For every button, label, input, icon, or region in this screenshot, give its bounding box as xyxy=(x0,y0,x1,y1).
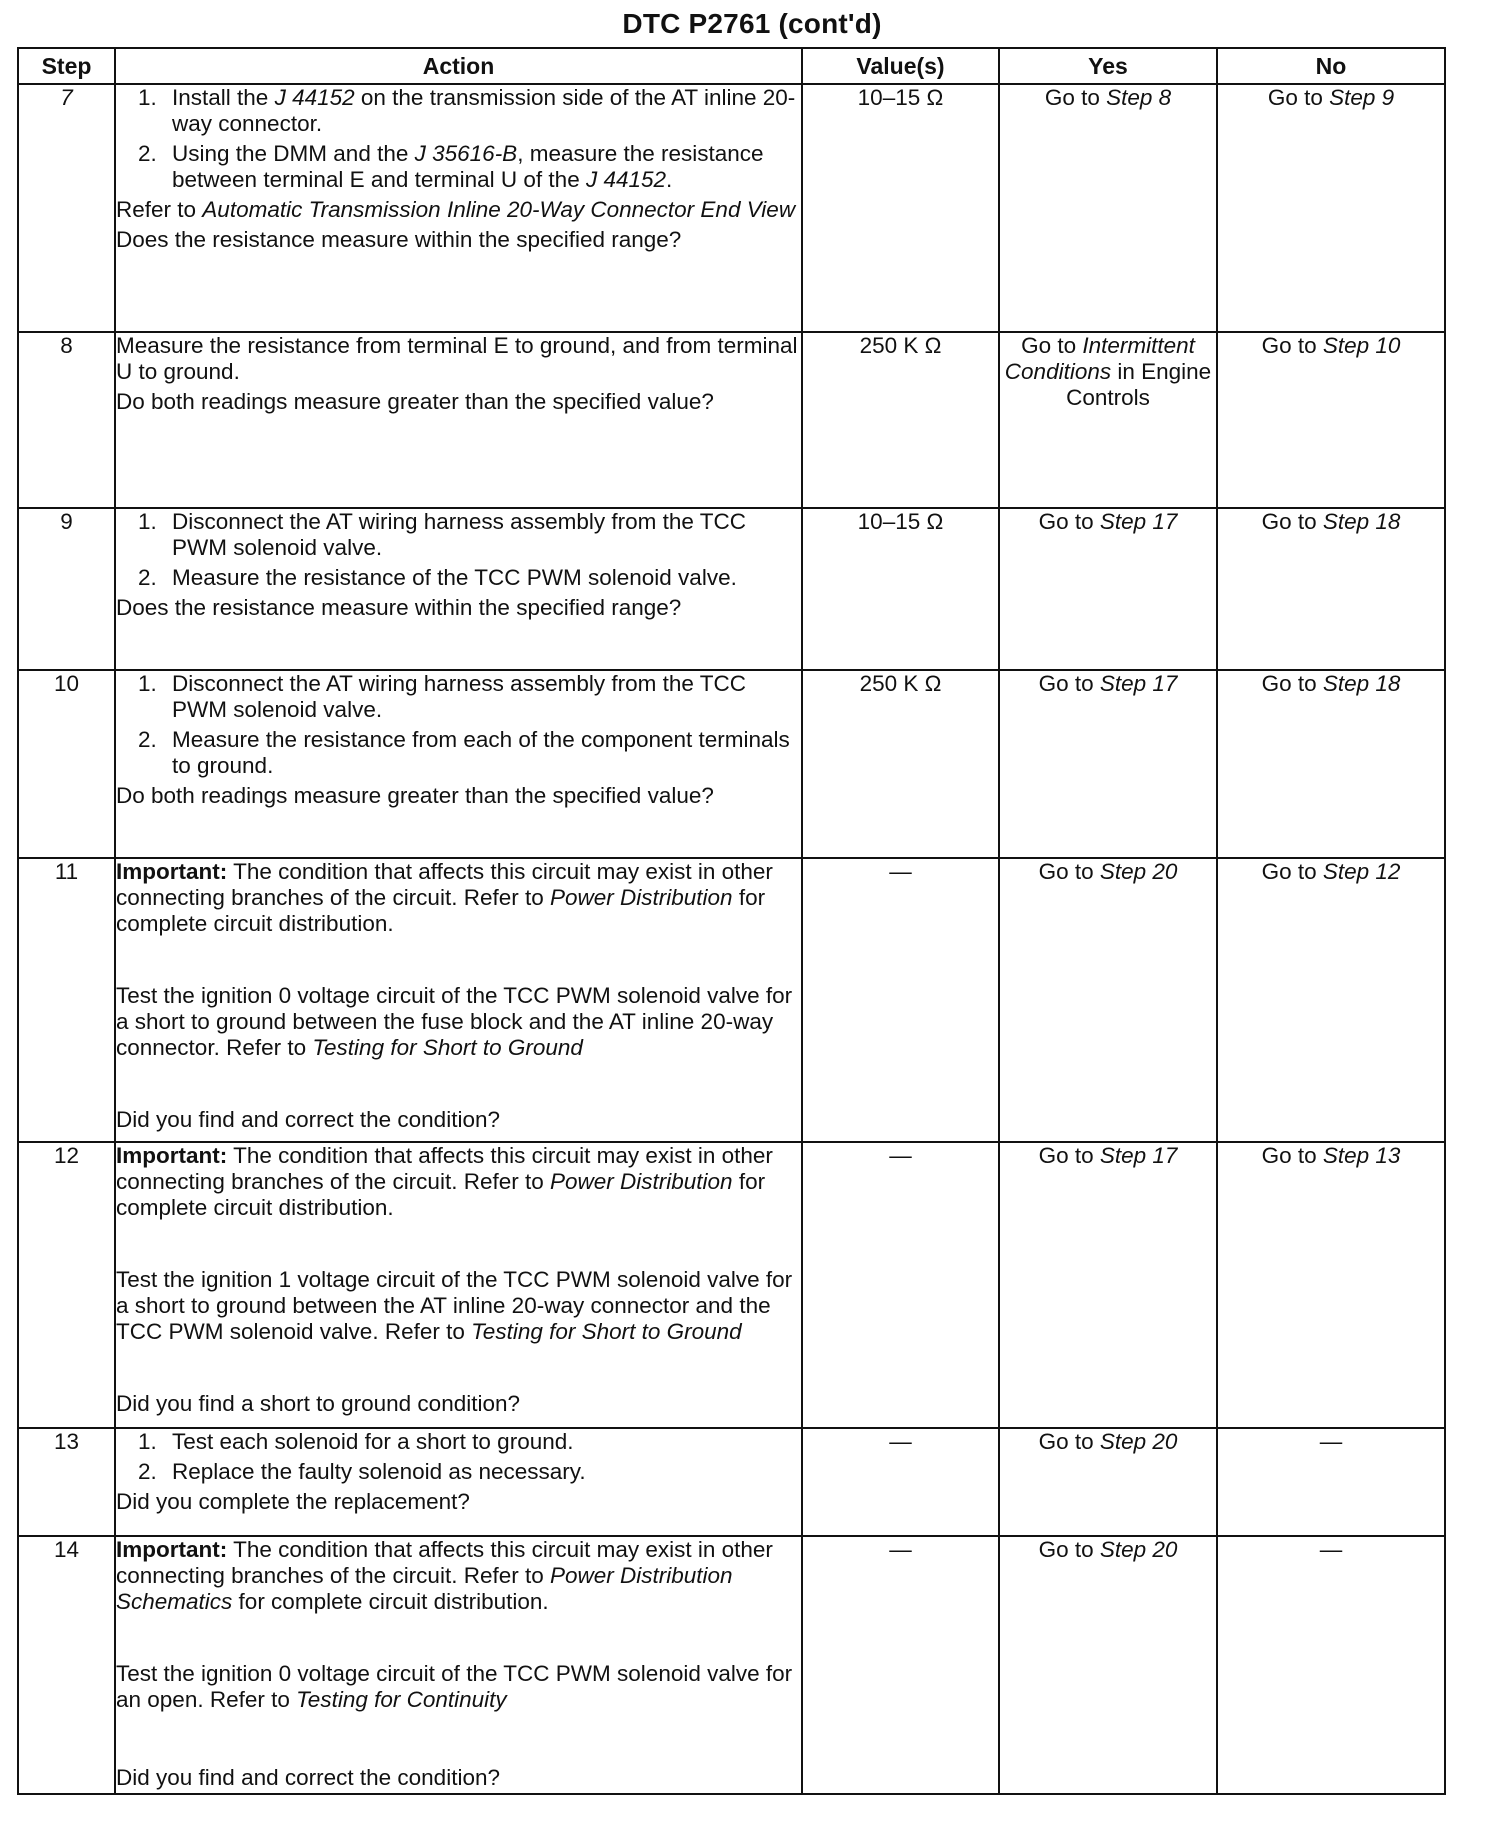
value-cell: — xyxy=(802,1142,999,1428)
action-cell xyxy=(115,508,802,670)
step-number: 7 xyxy=(18,84,115,332)
yes-cell: Go to Step 8 xyxy=(999,84,1217,332)
action-cell xyxy=(115,1536,802,1794)
question: Did you find and correct the condition? xyxy=(116,1107,500,1132)
question: Does the resistance measure within the specified range? xyxy=(116,595,682,620)
action-cell xyxy=(115,1428,802,1536)
no-cell: Go to Step 18 xyxy=(1217,670,1445,858)
important-note: Important: The condition that affects this circuit may exist in other connecting branches of the circuit. Refer to Power Distribution Schematics for complete circuit distribution. xyxy=(116,1537,773,1614)
question: Did you find a short to ground condition? xyxy=(116,1391,521,1416)
no-cell: Go to Step 10 xyxy=(1217,332,1445,508)
table-header-row xyxy=(18,48,1445,84)
important-note: Important: The condition that affects this circuit may exist in other connecting branches of the circuit. Refer to Power Distribution for complete circuit distribution. xyxy=(116,1143,773,1220)
action-cell xyxy=(115,670,802,858)
reference-text: Refer to Automatic Transmission Inline 20-Way Connector End View xyxy=(116,197,796,222)
step-number: 14 xyxy=(18,1536,115,1794)
value-cell: 10–15 Ω xyxy=(802,84,999,332)
table-row xyxy=(18,858,1445,1142)
step-number: 11 xyxy=(18,858,115,1142)
list-item: 1. Install the J 44152 on the transmission side of the AT inline 20-way connector. xyxy=(138,85,796,136)
question: Did you find and correct the condition? xyxy=(116,1765,500,1790)
table-row xyxy=(18,332,1445,508)
header-yes: Yes xyxy=(999,48,1217,84)
no-cell: Go to Step 18 xyxy=(1217,508,1445,670)
table-row xyxy=(18,670,1445,858)
no-cell: Go to Step 9 xyxy=(1217,84,1445,332)
header-no: No xyxy=(1217,48,1445,84)
table-row xyxy=(18,1142,1445,1428)
step-number: 9 xyxy=(18,508,115,670)
reference-link: Automatic Transmission Inline 20-Way Connector End View xyxy=(202,197,796,222)
step-number: 8 xyxy=(18,332,115,508)
step-number: 10 xyxy=(18,670,115,858)
yes-cell: Go to Step 17 xyxy=(999,1142,1217,1428)
list-item: 1. Disconnect the AT wiring harness assembly from the TCC PWM solenoid valve. xyxy=(138,509,746,560)
action-cell xyxy=(115,332,802,508)
yes-cell: Go to Step 20 xyxy=(999,1428,1217,1536)
header-values: Value(s) xyxy=(802,48,999,84)
value-cell: 250 K Ω xyxy=(802,332,999,508)
yes-cell: Go to Step 20 xyxy=(999,858,1217,1142)
test-instruction: Test the ignition 0 voltage circuit of the TCC PWM solenoid valve for an open. Refer to Testing for Continuity xyxy=(116,1661,793,1712)
action-cell xyxy=(115,84,802,332)
list-item: 1. Disconnect the AT wiring harness assembly from the TCC PWM solenoid valve. xyxy=(138,671,746,722)
table-row xyxy=(18,1536,1445,1794)
table-row xyxy=(18,508,1445,670)
question: Does the resistance measure within the specified range? xyxy=(116,227,682,252)
table-row xyxy=(18,1428,1445,1536)
yes-cell: Go to Step 20 xyxy=(999,1536,1217,1794)
step-number: 13 xyxy=(18,1428,115,1536)
diagnostic-table xyxy=(17,47,1446,1795)
list-item: 2. Measure the resistance from each of the component terminals to ground. xyxy=(138,727,790,778)
value-cell: — xyxy=(802,858,999,1142)
no-cell: Go to Step 13 xyxy=(1217,1142,1445,1428)
list-item: 2. Measure the resistance of the TCC PWM solenoid valve. xyxy=(138,565,737,590)
page-title: DTC P2761 (cont'd) xyxy=(622,8,882,39)
yes-cell: Go to Intermittent Conditions in Engine Controls xyxy=(999,332,1217,508)
list-item: 2. Replace the faulty solenoid as necessary. xyxy=(138,1459,586,1484)
test-instruction: Test the ignition 1 voltage circuit of the TCC PWM solenoid valve for a short to ground between the AT inline 20-way connector and the TCC PWM solenoid valve. Refer to Testing for Short to Ground xyxy=(116,1267,793,1344)
action-text: Measure the resistance from terminal E to ground, and from terminal U to ground. xyxy=(116,333,798,384)
no-cell: — xyxy=(1217,1536,1445,1794)
header-action: Action xyxy=(115,48,802,84)
test-instruction: Test the ignition 0 voltage circuit of the TCC PWM solenoid valve for a short to ground between the fuse block and the AT inline 20-way connector. Refer to Testing for Short to Ground xyxy=(116,983,793,1060)
yes-cell: Go to Step 17 xyxy=(999,670,1217,858)
action-cell xyxy=(115,858,802,1142)
header-step: Step xyxy=(18,48,115,84)
value-cell: — xyxy=(802,1536,999,1794)
table-row xyxy=(18,84,1445,332)
yes-cell: Go to Step 17 xyxy=(999,508,1217,670)
question: Did you complete the replacement? xyxy=(116,1489,470,1514)
action-cell xyxy=(115,1142,802,1428)
value-cell: 250 K Ω xyxy=(802,670,999,858)
value-cell: — xyxy=(802,1428,999,1536)
value-cell: 10–15 Ω xyxy=(802,508,999,670)
question: Do both readings measure greater than the specified value? xyxy=(116,389,714,414)
important-note: Important: The condition that affects this circuit may exist in other connecting branches of the circuit. Refer to Power Distribution for complete circuit distribution. xyxy=(116,859,773,936)
step-number: 12 xyxy=(18,1142,115,1428)
question: Do both readings measure greater than the specified value? xyxy=(116,783,714,808)
list-item: 1. Test each solenoid for a short to ground. xyxy=(138,1429,574,1454)
list-item: 2. Using the DMM and the J 35616-B, measure the resistance between terminal E and terminal U of the J 44152. xyxy=(138,141,764,192)
no-cell: — xyxy=(1217,1428,1445,1536)
no-cell: Go to Step 12 xyxy=(1217,858,1445,1142)
